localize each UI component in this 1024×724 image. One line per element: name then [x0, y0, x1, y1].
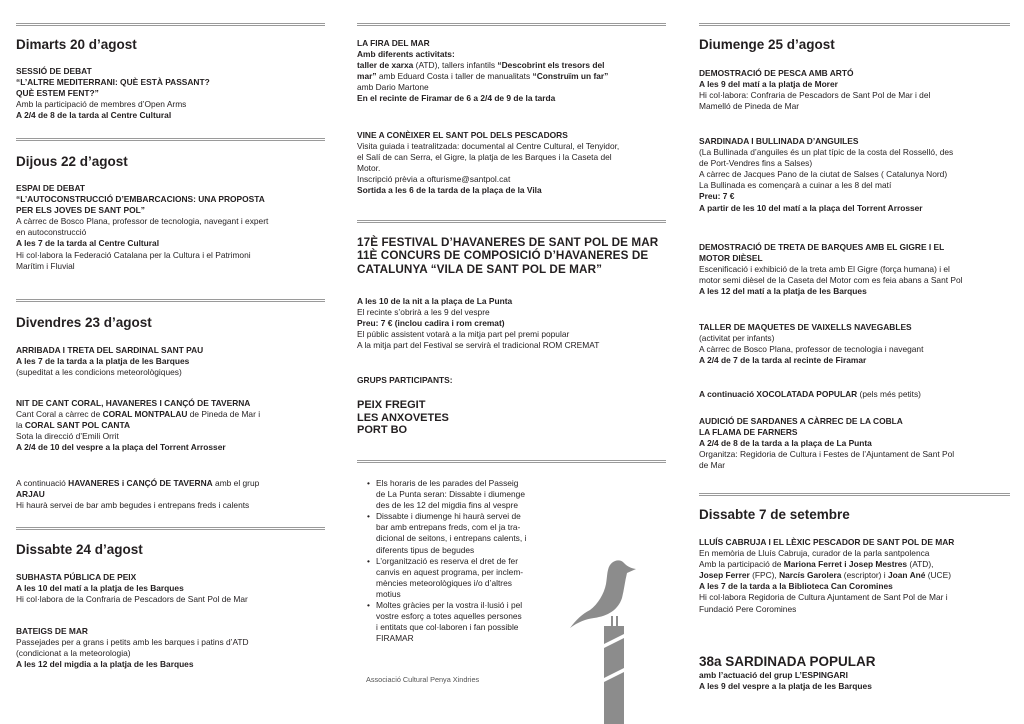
- notes-list: [366, 478, 556, 644]
- event-sardinada-bullinada: SARDINADA I BULLINADA D’ANGUILES (La Bullinada d’anguiles és un plat típic de la costa del Rosselló, des de Port-Vendres fins a Salses) A càrrec de Jacques Pano de la ciutat de Salses ( Catalunya Nord) La Bullinada es començarà a cuinar a les 8 del matí Preu: 7 € A partir de les 10 del matí a la plaça del Torrent Arrosser: [699, 136, 954, 213]
- festival-info: A les 10 de la nit a la plaça de La Punta El recinte s’obrirà a les 9 del vespre Preu: 7 € (inclou cadira i rom cremat) El públic assistent votarà a la mitja part pel premi popular A la mitja part del Festival se servirà el tradicional ROM CREMAT: [357, 296, 600, 351]
- event-model-boats-workshop: TALLER DE MAQUETES DE VAIXELLS NAVEGABLES (activitat per infants) A càrrec de Bosco Plana, professor de tecnologia i navegant A 2/4 de 7 de la tarda al recinte de Firamar: [699, 322, 924, 366]
- list-item: • Dissabte i diumenge hi haurà servei de bar amb entrepans freds, com el ja tra- dicional de seitons, i entrepans calents, i diferents tipus de begudes: [376, 511, 556, 555]
- list-item: • Els horaris de les parades del Passeig de La Punta seran: Dissabte i diumenge des de les 12 del migdia fins al vespre: [376, 478, 556, 511]
- divider: [16, 527, 325, 530]
- event-sardinada-popular: 38a SARDINADA POPULAR amb l’actuació del grup L’ESPINGARI A les 9 del vespre a la platja de les Barques: [699, 654, 876, 692]
- event-fish-auction: SUBHASTA PÚBLICA DE PEIX A les 10 del matí a la platja de les Barques Hi col·labora de la Confraria de Pescadors de Sant Pol de Mar: [16, 572, 248, 605]
- event-sardanes: AUDICIÓ DE SARDANES A CÀRREC DE LA COBLA LA FLAMA DE FARNERS A 2/4 de 8 de la tarda a la plaça de La Punta Organitza: Regidoria de Cultura i Festes de l’Ajuntament de Sant Pol de Mar: [699, 416, 955, 471]
- event-guided-visit: VINE A CONÈIXER EL SANT POL DELS PESCADORS Visita guiada i teatralitzada: documental al Centre Cultural, el Tenyidor, el Salí de can Serra, el Gigre, la platja de les Barques i la Caseta del Motor. Inscripció prèvia a ofturisme@santpol.cat Sortida a les 6 de la tarda de la plaça de la Vila: [357, 130, 666, 197]
- groups-list: PEIX FREGIT LES ANXOVETES PORT BO: [357, 399, 449, 437]
- association-credit: Associació Cultural Penya Xindries: [366, 675, 480, 684]
- event-open-arms-debate: SESSIÓ DE DEBAT “L’ALTRE MEDITERRANI: QUÈ ESTÀ PASSANT? QUÈ ESTEM FENT?” Amb la participació de membres d’Open Arms A 2/4 de 8 de la tarda al Centre Cultural: [16, 66, 210, 121]
- divider: [357, 23, 666, 26]
- event-lluis-cabruja: LLUÍS CABRUJA I EL LÈXIC PESCADOR DE SANT POL DE MAR En memòria de Lluís Cabruja, curador de la parla santpolenca Amb la participació de Mariona Ferret i Josep Mestres (ATD), Josep Ferrer (FPC), Narcís Garolera (escriptor) i Joan Ané (UCE) A les 7 de la tarda a la Biblioteca Can Coromines Hi col·labora Regidoria de Cultura Ajuntament de Sant Pol de Mar i Fundació Pere Coromines: [699, 537, 955, 614]
- event-choral-night: NIT DE CANT CORAL, HAVANERES I CANÇÓ DE TAVERNA Cant Coral a càrrec de CORAL MONTPALAU de Pineda de Mar i la CORAL SANT POL CANTA Sota la direcció d’Emili Orrit A 2/4 de 10 del vespre a la plaça del Torrent Arrosser: [16, 398, 261, 453]
- divider: [16, 23, 325, 26]
- list-item: • Moltes gràcies per la vostra il·lusió i pel vostre esforç a totes aquelles persones i entitats que col·laboren i fan possible FIRAMAR: [376, 600, 556, 644]
- divider: [16, 299, 325, 302]
- event-fira-del-mar: LA FIRA DEL MAR Amb diferents activitats: taller de xarxa (ATD), tallers infantils “Descobrint els tresors del mar” amb Eduard Costa i taller de manualitats “Construïm un far” amb Dario Martone En el recinte de Firamar de 6 a 2/4 de 9 de la tarda: [357, 38, 609, 104]
- divider: [357, 460, 666, 463]
- event-autoconstruction-debate: ESPAI DE DEBAT “L’AUTOCONSTRUCCIÓ D’EMBARCACIONS: UNA PROPOSTA PER ELS JOVES DE SANT POL” A càrrec de Bosco Plana, professor de tecnologia, navegant i expert en autoconstrucció A les 7 de la tarda al Centre Cultural Hi col·labora la Federació Catalana per la Cultura i el Patrimoni Marítim i Fluvial: [16, 183, 269, 271]
- day-heading-tue-20: Dimarts 20 d’agost: [16, 37, 137, 52]
- event-boat-pulling: DEMOSTRACIÓ DE TRETA DE BARQUES AMB EL GIGRE I EL MOTOR DIÈSEL Escenificació i exhibició de la treta amb El Gigre (força humana) i el motor semi dièsel de la Caseta del Motor com es feia abans a Sant Pol A les 12 del matí a la platja de les Barques: [699, 242, 963, 297]
- event-arto-fishing: DEMOSTRACIÓ DE PESCA AMB ARTÓ A les 9 del matí a la platja de Morer Hi col·labora: Confraria de Pescadors de Sant Pol de Mar i del Mamelló de Pineda de Mar: [699, 68, 931, 112]
- list-item: • L’organització es reserva el dret de fer canvis en aquest programa, per inclem- mències meteorològiques i/o d’altres motius: [376, 556, 556, 600]
- day-heading-sun-25: Diumenge 25 d’agost: [699, 37, 835, 52]
- seagull-on-post-illustration: [570, 554, 650, 724]
- divider: [357, 220, 666, 223]
- right-column: [699, 0, 1010, 724]
- day-heading-fri-23: Divendres 23 d’agost: [16, 315, 152, 330]
- divider: [699, 493, 1010, 496]
- event-havaneres-arjau: A continuació HAVANERES i CANÇÓ DE TAVERNA amb el grup ARJAU Hi haurà servei de bar amb begudes i entrepans freds i calents: [16, 478, 260, 511]
- event-sardinal-arrival: ARRIBADA I TRETA DEL SARDINAL SANT PAU A les 7 de la tarda a la platja de les Barques (supeditat a les condicions meteorològiques): [16, 345, 204, 378]
- festival-title: 17È FESTIVAL D’HAVANERES DE SANT POL DE MAR 11È CONCURS DE COMPOSICIÓ D’HAVANERES DE CATALUNYA “VILA DE SANT POL DE MAR”: [357, 236, 659, 276]
- middle-column: [357, 0, 666, 724]
- groups-label: GRUPS PARTICIPANTS:: [357, 375, 453, 385]
- day-heading-sat-24: Dissabte 24 d’agost: [16, 542, 143, 557]
- day-heading-thu-22: Dijous 22 d’agost: [16, 154, 128, 169]
- divider: [699, 23, 1010, 26]
- event-xocolatada: A continuació XOCOLATADA POPULAR (pels més petits): [699, 389, 921, 399]
- registration-email: Inscripció prèvia a ofturisme@santpol.cat: [357, 174, 511, 185]
- event-sea-rides: BATEIGS DE MAR Passejades per a grans i petits amb les barques i patins d’ATD (condicionat a la meteorologia) A les 12 del migdia a la platja de les Barques: [16, 626, 249, 670]
- left-column: [16, 0, 325, 724]
- divider: [16, 138, 325, 141]
- day-heading-sat-7-sep: Dissabte 7 de setembre: [699, 507, 850, 522]
